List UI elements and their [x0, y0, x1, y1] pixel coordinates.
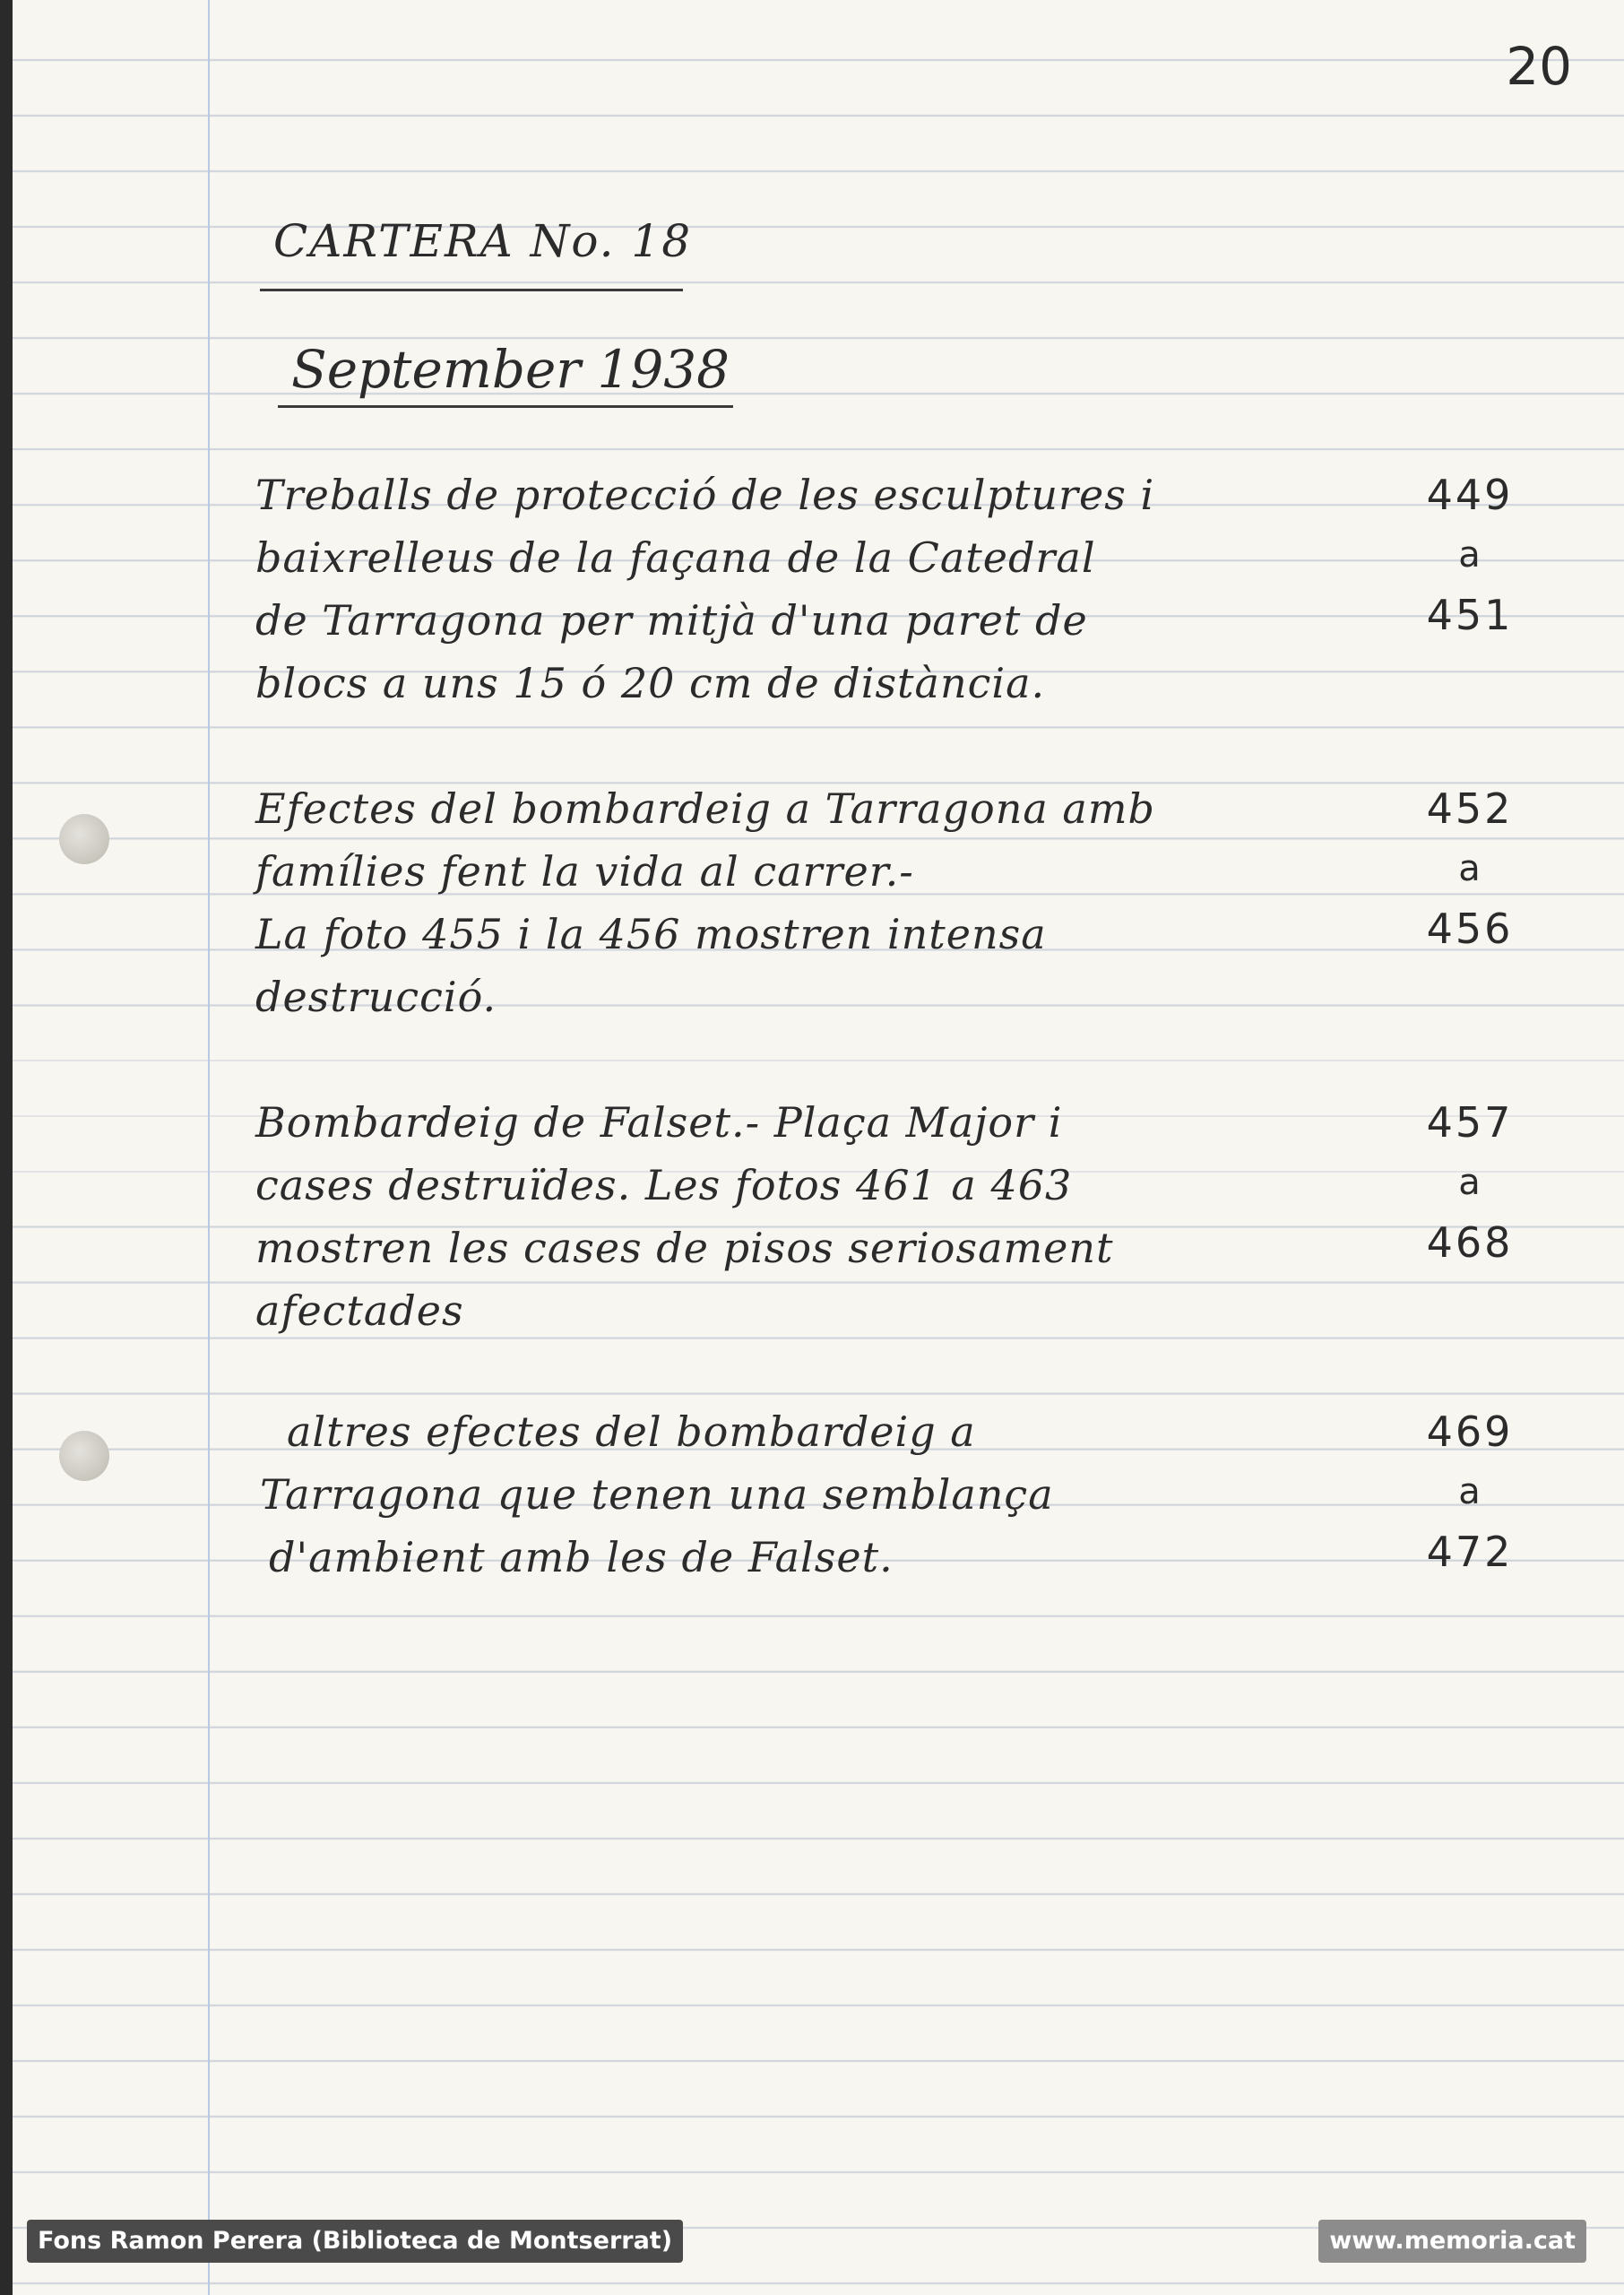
date-underline [278, 405, 733, 408]
title-underline [260, 289, 683, 291]
entry-line: Efectes del bombardeig a Tarragona amb [255, 784, 1155, 833]
range-from: 449 [1426, 471, 1514, 519]
date-heading: September 1938 [291, 339, 730, 400]
punch-hole-top [59, 814, 109, 864]
entry-line: baixrelleus de la façana de la Catedral [255, 533, 1096, 582]
range-from: 469 [1426, 1407, 1514, 1456]
entry-line: famílies fent la vida al carrer.- [255, 847, 914, 896]
photo-range-3 [1380, 1085, 1559, 1280]
range-to: 456 [1426, 905, 1514, 953]
entry-line: mostren les cases de pisos seriosament [255, 1224, 1114, 1272]
entry-line: afectades [255, 1286, 464, 1335]
range-to-word: a [1458, 1162, 1481, 1203]
entry-line: La foto 455 i la 456 mostren intensa [255, 910, 1047, 958]
margin-line [208, 0, 210, 2295]
entry-line: cases destruïdes. Les fotos 461 a 463 [255, 1161, 1073, 1209]
range-to: 451 [1426, 591, 1514, 639]
entry-line: blocs a uns 15 ó 20 cm de distància. [255, 659, 1046, 707]
page-number: 20 [1506, 36, 1572, 97]
range-to: 468 [1426, 1218, 1514, 1267]
entry-line: altres efectes del bombardeig a [287, 1407, 976, 1456]
entry-line: Treballs de protecció de les esculptures i [255, 471, 1155, 519]
website-caption[interactable]: www.memoria.cat [1318, 2220, 1586, 2263]
entry-line: Tarragona que tenen una semblança [260, 1470, 1054, 1519]
range-to-word: a [1458, 848, 1481, 889]
range-to-word: a [1458, 534, 1481, 576]
collection-caption: Fons Ramon Perera (Biblioteca de Montserrat) [27, 2220, 683, 2263]
range-to-word: a [1458, 1471, 1481, 1512]
range-from: 457 [1426, 1098, 1514, 1147]
entry-line: Bombardeig de Falset.- Plaça Major i [255, 1098, 1063, 1147]
photo-range-2 [1380, 771, 1559, 966]
punch-hole-bottom [59, 1431, 109, 1481]
entry-line: destrucció. [255, 973, 497, 1021]
photo-range-1 [1380, 457, 1559, 653]
folder-title: CARTERA No. 18 [273, 215, 693, 267]
range-to: 472 [1426, 1528, 1514, 1576]
entry-line: d'ambient amb les de Falset. [269, 1533, 894, 1581]
range-from: 452 [1426, 784, 1514, 833]
photo-range-4 [1380, 1394, 1559, 1589]
entry-line: de Tarragona per mitjà d'una paret de [255, 596, 1088, 645]
